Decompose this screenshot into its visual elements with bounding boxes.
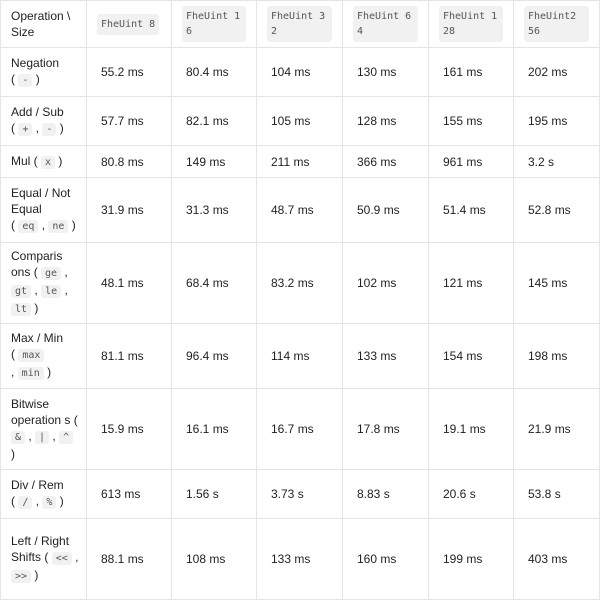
op-code: ^ <box>59 431 73 444</box>
value-cell: 17.8 ms <box>343 389 429 470</box>
op-code: | <box>35 431 49 444</box>
operation-label: Div / Rem <box>11 478 64 492</box>
operation-cell: Bitwise operation s ( & , | , ^ ) <box>1 389 87 470</box>
operation-label: Equal / Not Equal <box>11 186 71 216</box>
value-cell: 52.8 ms <box>514 178 600 243</box>
value-cell: 108 ms <box>172 519 257 600</box>
value-cell: 96.4 ms <box>172 324 257 389</box>
value-cell: 50.9 ms <box>343 178 429 243</box>
table-row <box>1 324 600 389</box>
value-cell: 149 ms <box>172 146 257 178</box>
operation-label: Mul <box>11 153 31 168</box>
operation-cell: Mul ( x ) <box>1 146 87 178</box>
value-cell: 16.1 ms <box>172 389 257 470</box>
value-cell: 102 ms <box>343 243 429 324</box>
table-row <box>1 470 600 519</box>
op-code: gt <box>11 285 31 298</box>
value-cell: 20.6 s <box>429 470 514 519</box>
value-cell: 3.2 s <box>514 146 600 178</box>
table-row <box>1 519 600 600</box>
op-code: + <box>18 123 32 136</box>
operation-cell: Left / Right Shifts ( << , >> ) <box>1 519 87 600</box>
value-cell: 68.4 ms <box>172 243 257 324</box>
value-cell: 161 ms <box>429 48 514 97</box>
table-row <box>1 48 600 97</box>
operation-cell: Comparis ons ( ge , gt , le , lt ) <box>1 243 87 324</box>
op-code: max <box>18 349 44 362</box>
op-code: - <box>42 123 56 136</box>
operation-label: Max / Min <box>11 331 64 345</box>
type-code: FheUint2 56 <box>524 6 589 42</box>
header-type <box>343 1 429 48</box>
value-cell: 15.9 ms <box>87 389 172 470</box>
value-cell: 105 ms <box>257 97 343 146</box>
value-cell: 8.83 s <box>343 470 429 519</box>
value-cell: 82.1 ms <box>172 97 257 146</box>
value-cell: 128 ms <box>343 97 429 146</box>
value-cell: 198 ms <box>514 324 600 389</box>
header-type <box>429 1 514 48</box>
op-code: eq <box>18 220 38 233</box>
value-cell: 55.2 ms <box>87 48 172 97</box>
value-cell: 130 ms <box>343 48 429 97</box>
op-code: - <box>18 74 32 87</box>
type-code: FheUint 32 <box>267 6 332 42</box>
value-cell: 154 ms <box>429 324 514 389</box>
value-cell: 57.7 ms <box>87 97 172 146</box>
op-code: x <box>41 156 55 169</box>
op-code: % <box>42 496 56 509</box>
op-code: << <box>52 552 72 565</box>
op-code: ne <box>48 220 68 233</box>
type-code: FheUint 16 <box>182 6 246 42</box>
value-cell: 613 ms <box>87 470 172 519</box>
table-row <box>1 97 600 146</box>
table-row <box>1 146 600 178</box>
value-cell: 195 ms <box>514 97 600 146</box>
value-cell: 83.2 ms <box>257 243 343 324</box>
type-code: FheUint 128 <box>439 6 503 42</box>
operation-cell: Equal / Not Equal ( eq , ne ) <box>1 178 87 243</box>
value-cell: 104 ms <box>257 48 343 97</box>
operation-label: Add / Sub <box>11 105 64 119</box>
value-cell: 31.3 ms <box>172 178 257 243</box>
header-row <box>1 1 600 48</box>
operation-cell: Max / Min ( max , min ) <box>1 324 87 389</box>
value-cell: 202 ms <box>514 48 600 97</box>
table-row <box>1 243 600 324</box>
value-cell: 211 ms <box>257 146 343 178</box>
op-code: / <box>18 496 32 509</box>
op-code: & <box>11 431 25 444</box>
value-cell: 48.1 ms <box>87 243 172 324</box>
table-row <box>1 178 600 243</box>
operation-label: Bitwise operation s <box>11 397 71 427</box>
value-cell: 961 ms <box>429 146 514 178</box>
op-code: min <box>18 367 44 380</box>
operation-label: Comparis ons <box>11 249 63 279</box>
value-cell: 19.1 ms <box>429 389 514 470</box>
operation-cell: Add / Sub ( + , - ) <box>1 97 87 146</box>
table-row <box>1 389 600 470</box>
value-cell: 51.4 ms <box>429 178 514 243</box>
header-type <box>172 1 257 48</box>
value-cell: 133 ms <box>257 519 343 600</box>
value-cell: 114 ms <box>257 324 343 389</box>
operation-cell: Negation ( - ) <box>1 48 87 97</box>
value-cell: 88.1 ms <box>87 519 172 600</box>
header-type <box>514 1 600 48</box>
operation-label: Negation <box>11 56 60 70</box>
value-cell: 133 ms <box>343 324 429 389</box>
value-cell: 16.7 ms <box>257 389 343 470</box>
op-code: le <box>41 285 61 298</box>
value-cell: 80.8 ms <box>87 146 172 178</box>
value-cell: 81.1 ms <box>87 324 172 389</box>
value-cell: 160 ms <box>343 519 429 600</box>
type-code: FheUint 64 <box>353 6 418 42</box>
value-cell: 48.7 ms <box>257 178 343 243</box>
value-cell: 21.9 ms <box>514 389 600 470</box>
operation-cell: Div / Rem ( / , % ) <box>1 470 87 519</box>
type-code: FheUint 8 <box>97 14 159 35</box>
value-cell: 3.73 s <box>257 470 343 519</box>
header-size-label: Operation \ Size <box>1 1 87 48</box>
value-cell: 403 ms <box>514 519 600 600</box>
value-cell: 145 ms <box>514 243 600 324</box>
value-cell: 199 ms <box>429 519 514 600</box>
value-cell: 155 ms <box>429 97 514 146</box>
op-code: ge <box>41 267 61 280</box>
value-cell: 1.56 s <box>172 470 257 519</box>
header-type <box>87 1 172 48</box>
header-type <box>257 1 343 48</box>
op-code: >> <box>11 570 31 583</box>
value-cell: 31.9 ms <box>87 178 172 243</box>
value-cell: 53.8 s <box>514 470 600 519</box>
value-cell: 121 ms <box>429 243 514 324</box>
value-cell: 366 ms <box>343 146 429 178</box>
value-cell: 80.4 ms <box>172 48 257 97</box>
op-code: lt <box>11 303 31 316</box>
operation-label: Left / Right Shifts <box>11 534 70 564</box>
